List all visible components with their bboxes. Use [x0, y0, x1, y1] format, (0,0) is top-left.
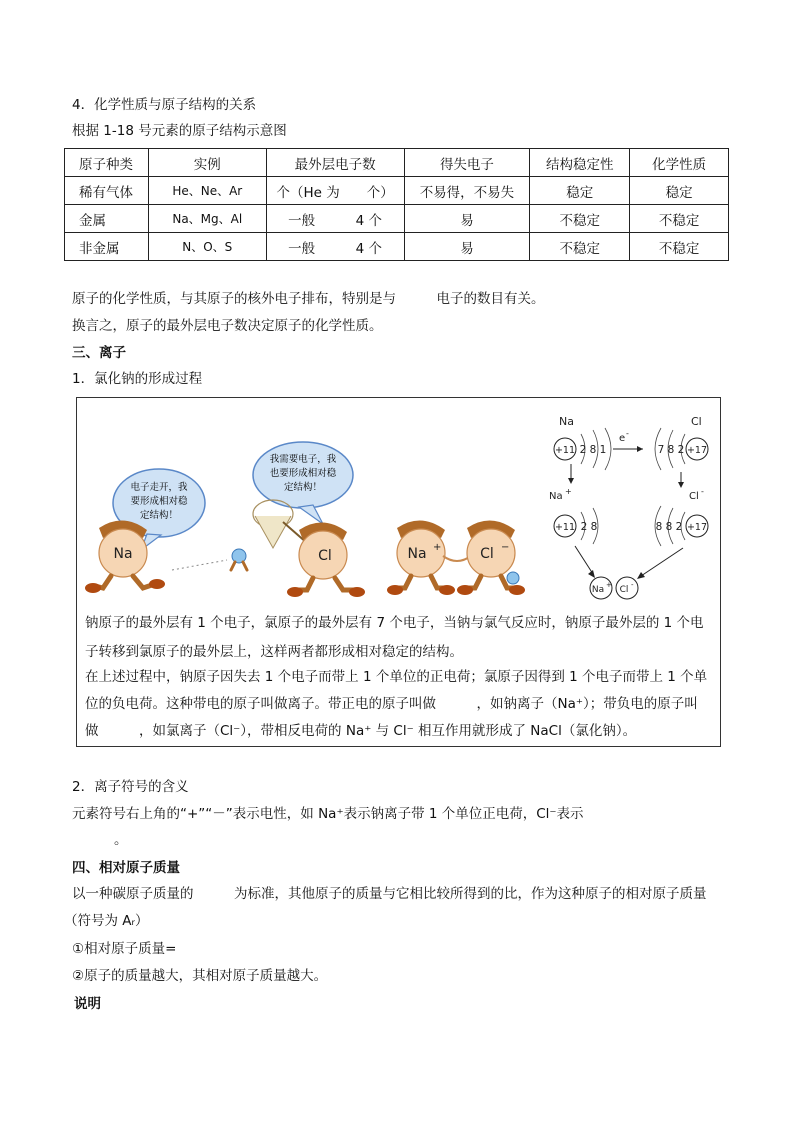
table-cell: 一般 4 个	[266, 205, 404, 233]
cl-character	[287, 522, 365, 597]
table-header-row	[65, 149, 729, 177]
header-cell: 结构稳定性	[530, 149, 630, 177]
cl-character-label: Cl	[318, 548, 332, 564]
table-cell: 稳定	[630, 177, 729, 205]
header-cell: 原子种类	[65, 149, 149, 177]
electron-trail	[172, 560, 227, 570]
na-ion-sign: +	[433, 542, 442, 553]
cl-nucleus-charge: +17	[686, 445, 708, 456]
na-bubble-text: 电子走开，我	[130, 482, 188, 493]
cl-ion-label: Cl	[480, 546, 494, 562]
cl-bubble-text: 我需要电子，我	[269, 454, 337, 465]
table-row	[65, 205, 729, 233]
result-na-label: Na	[591, 585, 605, 595]
table-cell: 稀有气体	[65, 177, 149, 205]
table-cell: 稳定	[530, 177, 630, 205]
box-paragraph-2-line-3: 做 ，如氯离子（Cl⁻），带相反电荷的 Na⁺ 与 Cl⁻ 相互作用就形成了 NaCl（氯化钠）。	[85, 723, 637, 739]
na-bubble-text: 定结构！	[139, 510, 179, 521]
table-cell: 个（He 为 个）	[266, 177, 404, 205]
cl-atom-label: Cl	[691, 415, 702, 428]
summary-line-2: 换言之，原子的最外层电子数决定原子的化学性质。	[72, 318, 383, 334]
box-paragraph-2-line-1: 在上述过程中，钠原子因失去 1 个电子而带上 1 个单位的正电荷；氯原子因得到 1 个电子而带上 1 个单	[85, 669, 708, 685]
table-cell: 不稳定	[630, 233, 729, 261]
section-3-title: 三、离子	[72, 345, 126, 361]
na-electron-shells: 2 8 1	[579, 444, 607, 456]
cl-speech-bubble	[253, 442, 353, 524]
section-four-note: 说明	[74, 996, 101, 1012]
nacl-formation-box	[76, 397, 721, 747]
electron-symbol: e	[619, 433, 626, 444]
table-cell: He、Ne、Ar	[148, 177, 266, 205]
header-cell: 化学性质	[630, 149, 729, 177]
illustration-svg	[77, 398, 722, 608]
header-cell: 最外层电子数	[266, 149, 404, 177]
table-cell: 一般 4 个	[266, 233, 404, 261]
na-ion-diagram-label: Na	[549, 491, 563, 502]
result-cl-sign: -	[631, 581, 634, 589]
table-cell: Na、Mg、Al	[148, 205, 266, 233]
na-ion-label: Na	[407, 546, 427, 562]
electron-creature	[231, 549, 247, 570]
table-cell: 非金属	[65, 233, 149, 261]
section-4-title: 4．化学性质与原子结构的关系	[72, 97, 257, 113]
cl-ion-diagram-sign: -	[701, 487, 704, 496]
na-ion-electron-shells: 2 8	[580, 521, 598, 533]
cl-ion-nucleus-charge: +17	[686, 522, 708, 533]
table-cell: 不易得，不易失	[404, 177, 530, 205]
na-bubble-text: 要形成相对稳	[130, 496, 188, 507]
section-four-item-2: ②原子的质量越大，其相对原子质量越大。	[72, 968, 328, 984]
table-cell: 易	[404, 205, 530, 233]
table-cell: 不稳定	[530, 205, 630, 233]
na-atom-label: Na	[559, 415, 574, 428]
section-3-item-1: 1．氯化钠的形成过程	[72, 371, 203, 387]
box-paragraph-1-line-1: 钠原子的最外层有 1 个电子，氯原子的最外层有 7 个电子，当钠与氯气反应时，钠原子最外层的 1 个电	[85, 615, 704, 631]
box-paragraph-2-line-2: 位的负电荷。这种带电的原子叫做离子。带正电的原子叫做 ，如钠离子（Na⁺）；带负电的原子叫	[85, 696, 698, 712]
section-four-line-1: 以一种碳原子质量的 为标准，其他原子的质量与它相比较所得到的比，作为这种原子的相对原子质量	[72, 886, 707, 902]
item-2-line-1: 元素符号右上角的“+”“－”表示电性，如 Na⁺表示钠离子带 1 个单位正电荷，Cl⁻表示	[72, 806, 584, 822]
table-row	[65, 233, 729, 261]
atom-structure-diagram	[549, 415, 708, 599]
header-cell: 得失电子	[404, 149, 530, 177]
cl-bubble-text: 定结构！	[283, 482, 323, 493]
section-four-item-1: ①相对原子质量=	[72, 941, 177, 957]
table-row	[65, 177, 729, 205]
table-cell: 易	[404, 233, 530, 261]
box-paragraph-1-line-2: 子转移到氯原子的最外层上，这样两者都形成相对稳定的结构。	[85, 644, 463, 660]
section-four-line-2: （符号为 Aᵣ）	[64, 913, 149, 929]
table-cell: 不稳定	[630, 205, 729, 233]
table-cell: N、O、S	[148, 233, 266, 261]
na-nucleus-charge: +11	[554, 445, 576, 456]
item-2-title: 2．离子符号的含义	[72, 779, 189, 795]
electron-charge: -	[626, 429, 629, 438]
table-cell: 不稳定	[530, 233, 630, 261]
result-cl-label: Cl	[619, 585, 629, 595]
na-character-label: Na	[113, 546, 133, 562]
header-cell: 实例	[148, 149, 266, 177]
section-four-title: 四、相对原子质量	[72, 860, 180, 876]
cl-ion-character	[457, 520, 525, 595]
result-na-sign: +	[606, 581, 612, 589]
cl-bubble-text: 也要形成相对稳	[269, 468, 337, 479]
cl-electron-shells: 7 8 2	[657, 444, 685, 456]
section-4-subtitle: 根据 1-18 号元素的原子结构示意图	[72, 123, 287, 139]
item-2-line-2: 。	[114, 832, 128, 848]
cl-ion-diagram-label: Cl	[689, 491, 699, 502]
na-ion-nucleus-charge: +11	[554, 522, 576, 533]
table-cell: 金属	[65, 205, 149, 233]
cl-ion-electron-shells: 8 8 2	[655, 521, 683, 533]
na-ion-diagram-sign: +	[565, 487, 572, 496]
summary-line-1: 原子的化学性质，与其原子的核外电子排布，特别是与 电子的数目有关。	[72, 291, 545, 307]
properties-table	[64, 148, 729, 261]
cl-ion-sign: −	[501, 542, 510, 553]
